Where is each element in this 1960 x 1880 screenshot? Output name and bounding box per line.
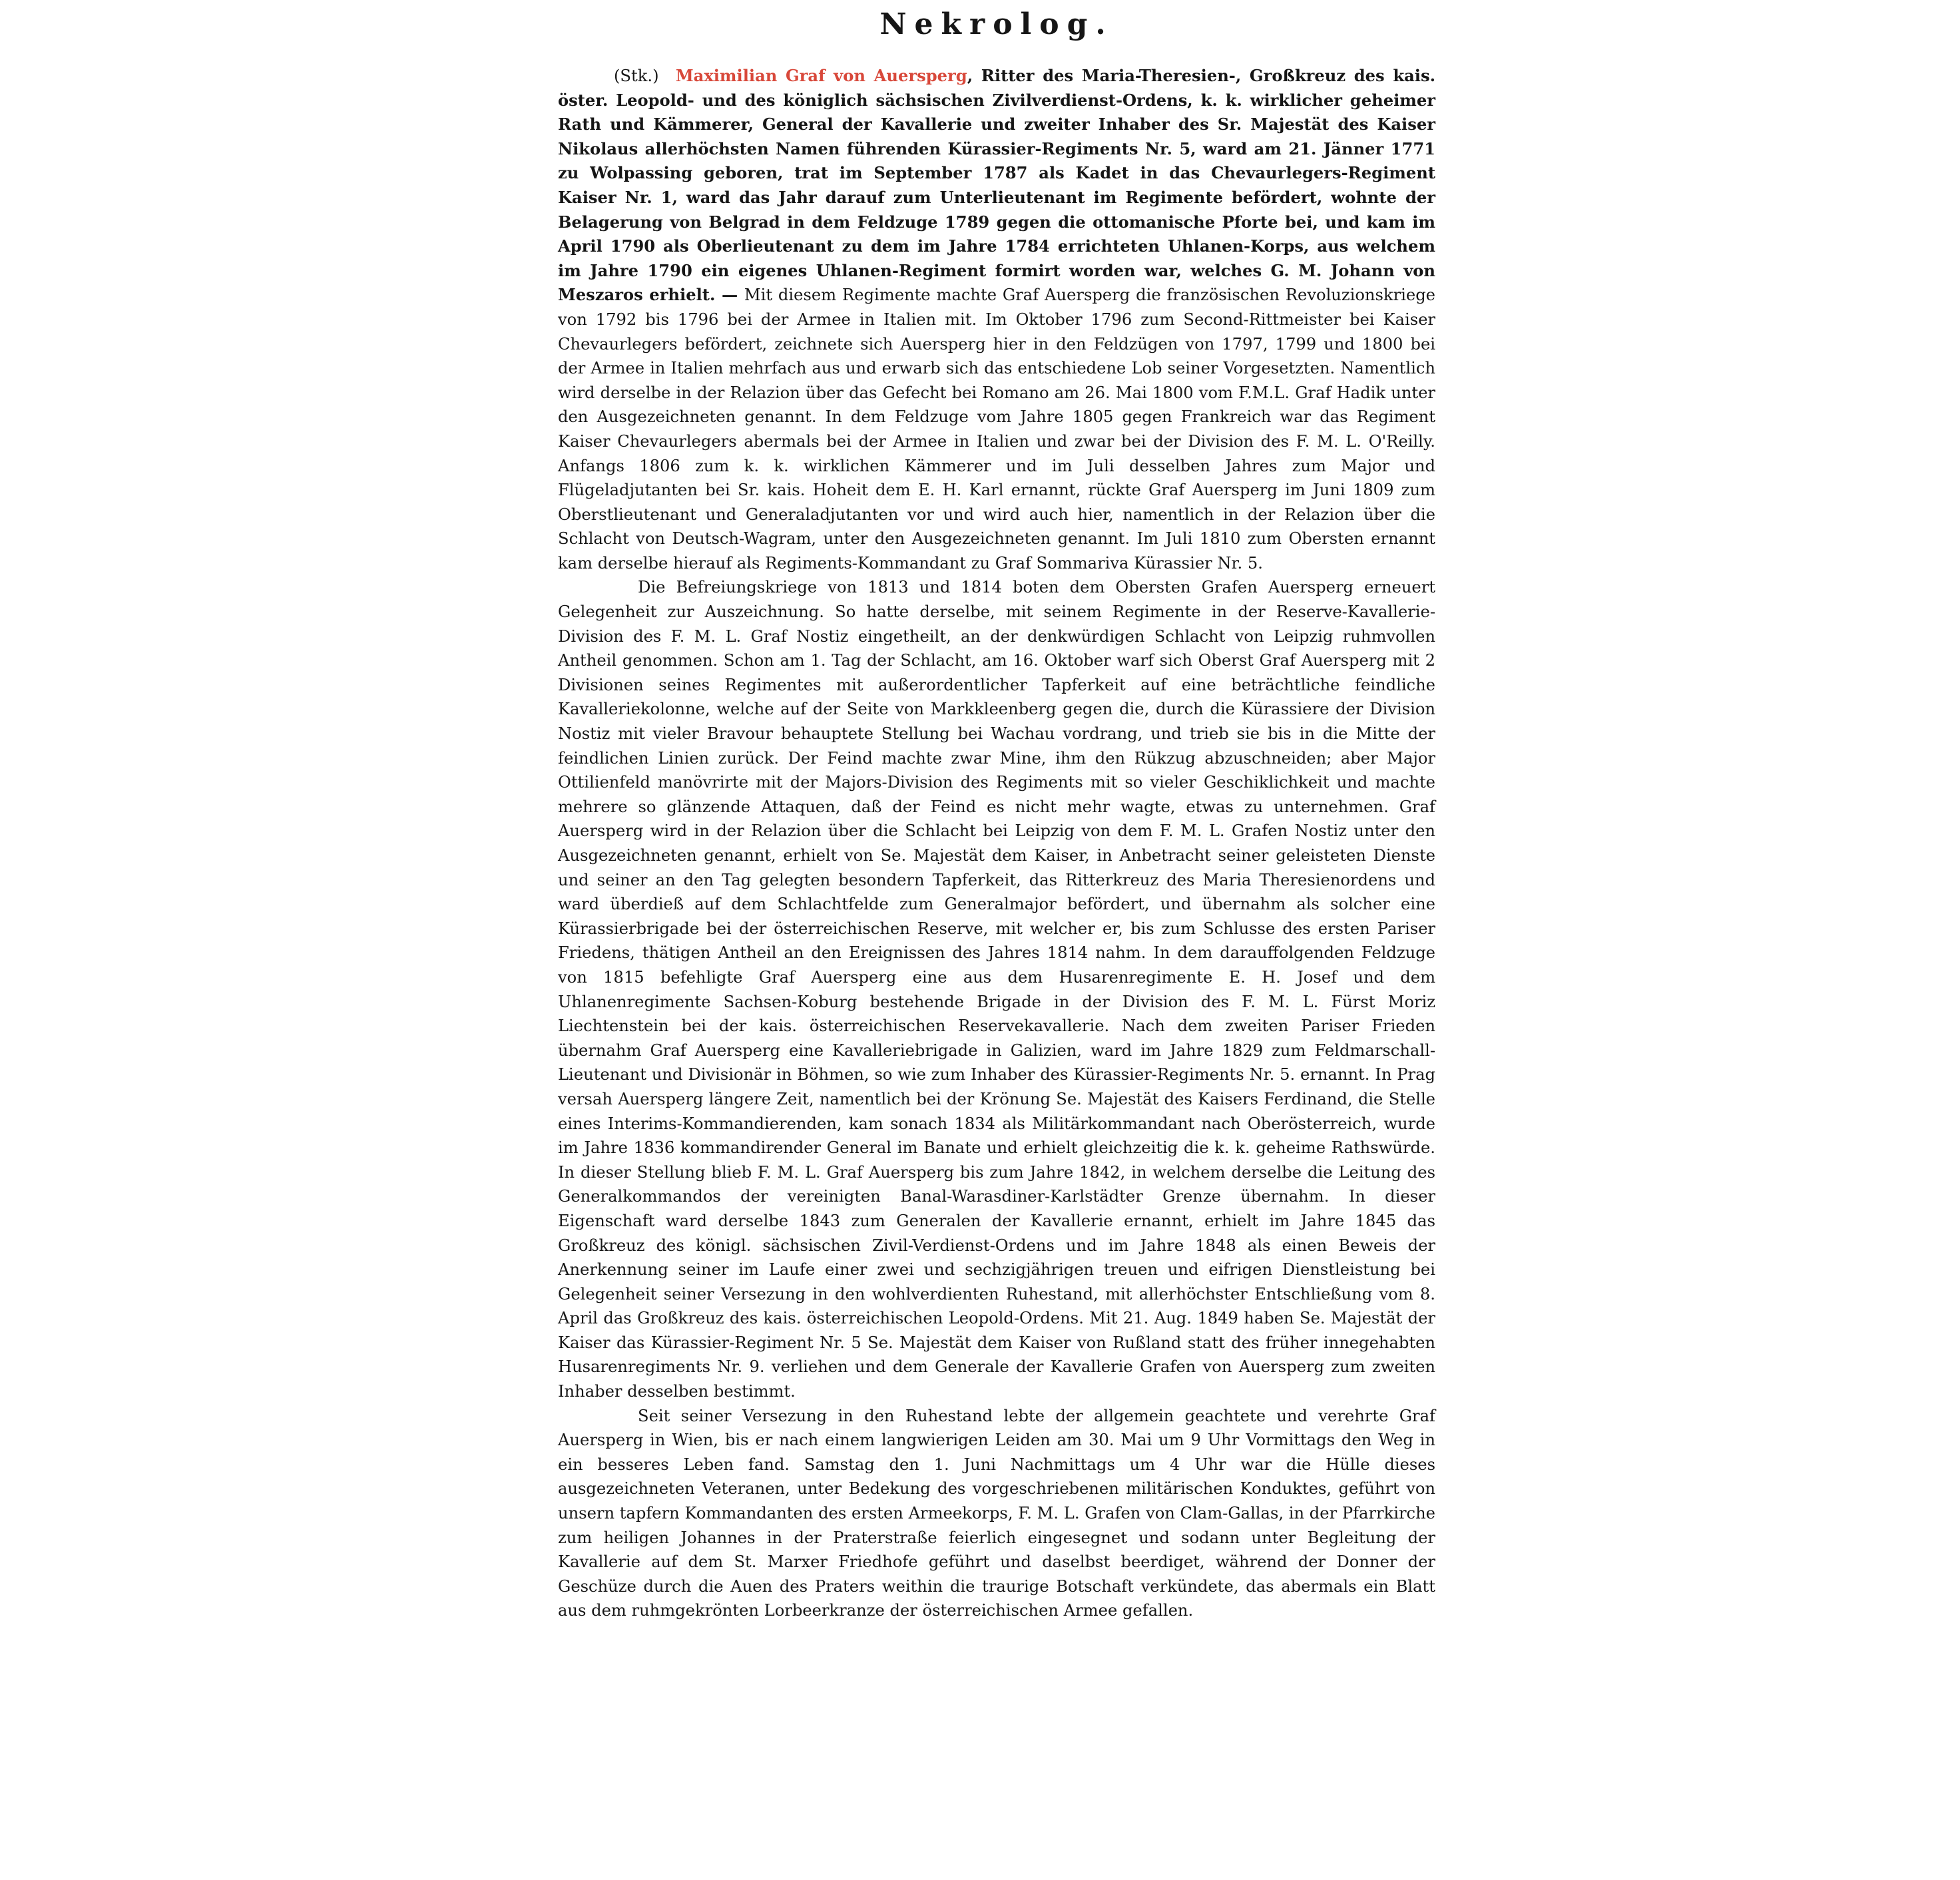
paragraph-1-text: Mit diesem Regimente machte Graf Auersperg die französischen Revoluzionskriege von 1792 bis 1796 bei der Armee in Italien mit. Im Oktober 1796 zum Second-Rittmeister bei Kaiser Chevaurlegers befördert, zeichnete sich Auersperg hier in den Feldzügen von 1797, 1799 und 1800 bei der Armee in Italien mehrfach aus und erwarb sich das entschiedene Lob seiner Vorgesetzten. Namentlich wird derselbe in der Relazion über das Gefecht bei Romano am 26. Mai 1800 vom F.M.L. Graf Hadik unter den Ausgezeichneten genannt. In dem Feldzuge vom Jahre 1805 gegen Frankreich war das Regiment Kaiser Chevaurlegers abermals bei der Armee in Italien und zwar bei der Division des F. M. L. O'Reilly. Anfangs 1806 zum k. k. wirklichen Kämmerer und im Juli desselben Jahres zum Major und Flügeladjutanten bei Sr. kais. Hoheit dem E. H. Karl ernannt, rückte Graf Auersperg im Juni 1809 zum Oberstlieutenant und Generaladjutanten vor und wird auch hier, namentlich in der Relazion über die Schlacht von Deutsch-Wagram, unter den Ausgezeichneten genannt. Im Juli 1810 zum Obersten ernannt kam derselbe hierauf als Regiments-Kommandant zu Graf Sommariva Kürassier Nr. 5. [558,286,1435,573]
paragraph-2: Die Befreiungskriege von 1813 und 1814 boten dem Obersten Grafen Auersperg erneuert Gelegenheit zur Auszeichnung. So hatte derselbe, mit seinem Regimente in der Reserve-Kavallerie-Division des F. M. L. Graf Nostiz eingetheilt, an der denkwürdigen Schlacht von Leipzig ruhmvollen Antheil genommen. Schon am 1. Tag der Schlacht, am 16. Oktober warf sich Oberst Graf Auersperg mit 2 Divisionen seines Regimentes mit außerordentlicher Tapferkeit auf eine beträchtliche feindliche Kavalleriekolonne, welche auf der Seite von Markkleenberg gegen die, durch die Kürassiere der Division Nostiz mit vieler Bravour behauptete Stellung bei Wachau vordrang, und trieb sie bis in die Mitte der feindlichen Linien zurück. Der Feind machte zwar Mine, ihm den Rükzug abzuschneiden; aber Major Ottilienfeld manövrirte mit der Majors-Division des Regiments mit so vieler Geschiklichkeit und machte mehrere so glänzende Attaquen, daß der Feind es nicht mehr wagte, etwas zu unternehmen. Graf Auersperg wird in der Relazion über die Schlacht bei Leipzig von dem F. M. L. Grafen Nostiz unter den Ausgezeichneten genannt, erhielt von Se. Majestät dem Kaiser, in Anbetracht seiner geleisteten Dienste und seiner an den Tag gelegten besondern Tapferkeit, das Ritterkreuz des Maria Theresienordens und ward überdieß auf dem Schlachtfelde zum Generalmajor befördert, und übernahm als solcher eine Kürassierbrigade bei der österreichischen Reserve, mit welcher er, bis zum Schlusse des ersten Pariser Friedens, thätigen Antheil an den Ereignissen des Jahres 1814 nahm. In dem darauffolgenden Feldzuge von 1815 befehligte Graf Auersperg eine aus dem Husarenregimente E. H. Josef und dem Uhlanenregimente Sachsen-Koburg bestehende Brigade in der Division des F. M. L. Fürst Moriz Liechtenstein bei der kais. österreichischen Reservekavallerie. Nach dem zweiten Pariser Frieden übernahm Graf Auersperg eine Kavalleriebrigade in Galizien, ward im Jahre 1829 zum Feldmarschall-Lieutenant und Divisionär in Böhmen, so wie zum Inhaber des Kürassier-Regiments Nr. 5. ernannt. In Prag versah Auersperg längere Zeit, namentlich bei der Krönung Se. Majestät des Kaisers Ferdinand, die Stelle eines Interims-Kommandierenden, kam sonach 1834 als Militärkommandant nach Oberösterreich, wurde im Jahre 1836 kommandirender General im Banate und erhielt gleichzeitig die k. k. geheime Rathswürde. In dieser Stellung blieb F. M. L. Graf Auersperg bis zum Jahre 1842, in welchem derselbe die Leitung des Generalkommandos der vereinigten Banal-Warasdiner-Karlstädter Grenze übernahm. In dieser Eigenschaft ward derselbe 1843 zum Generalen der Kavallerie ernannt, erhielt im Jahre 1845 das Großkreuz des königl. sächsischen Zivil-Verdienst-Ordens und im Jahre 1848 als einen Beweis der Anerkennung seiner im Laufe einer zwei und sechzigjährigen treuen und eifrigen Dienstleistung bei Gelegenheit seiner Versezung in den wohlverdienten Ruhestand, mit allerhöchster Entschließung vom 8. April das Großkreuz des kais. österreichischen Leopold-Ordens. Mit 21. Aug. 1849 haben Se. Majestät der Kaiser das Kürassier-Regiment Nr. 5 Se. Majestät dem Kaiser von Rußland statt des früher innegehabten Husarenregiments Nr. 9. verliehen und dem Generale der Kavallerie Grafen von Auersperg zum zweiten Inhaber desselben bestimmt. [558,578,1435,1401]
paragraph-3: Seit seiner Versezung in den Ruhestand lebte der allgemein geachtete und verehrte Graf Auersperg in Wien, bis er nach einem langwierigen Leiden am 30. Mai um 9 Uhr Vormittags den Weg in ein besseres Leben fand. Samstag den 1. Juni Nachmittags um 4 Uhr war die Hülle dieses ausgezeichneten Veteranen, unter Bedekung des vorgeschriebenen militärischen Konduktes, geführt von unsern tapfern Kommandanten des ersten Armeekorps, F. M. L. Grafen von Clam-Gallas, in der Pfarrkirche zum heiligen Johannes in der Praterstraße feierlich eingesegnet und sodann unter Begleitung der Kavallerie auf dem St. Marxer Friedhofe geführt und daselbst beerdiget, während der Donner der Geschüze durch die Auen des Praters weithin die traurige Botschaft verkündete, das abermals ein Blatt aus dem ruhmgekrönten Lorbeerkranze der österreichischen Armee gefallen. [558,1406,1435,1620]
article-column [558,0,1435,1623]
paragraph-1 [558,64,1435,575]
article-body [558,64,1435,1623]
person-name: Maximilian Graf von Auersperg [675,66,967,85]
author-siglum: (Stk.) [614,67,659,85]
paragraph-1-bold-text: , Ritter des Maria-Theresien-, Großkreuz des kais. öster. Leopold- und des königlich sächsischen Zivilverdienst-Ordens, k. k. wirklicher geheimer Rath und Kämmerer, General der Kavallerie und zweiter Inhaber des Sr. Majestät des Kaiser Nikolaus allerhöchsten Namen führenden Kürassier-Regiments Nr. 5, ward am 21. Jänner 1771 zu Wolpassing geboren, trat im September 1787 als Kadet in das Chevaurlegers-Regiment Kaiser Nr. 1, ward das Jahr darauf zum Unterlieutenant im Regimente befördert, wohnte der Belagerung von Belgrad in dem Feldzuge 1789 gegen die ottomanische Pforte bei, und kam im April 1790 als Oberlieutenant zu dem im Jahre 1784 errichteten Uhlanen-Korps, aus welchem im Jahre 1790 ein eigenes Uhlanen-Regiment formirt worden war, welches G. M. Johann von Meszaros erhielt. — [558,66,1435,305]
article-title: Nekrolog. [879,7,1114,41]
